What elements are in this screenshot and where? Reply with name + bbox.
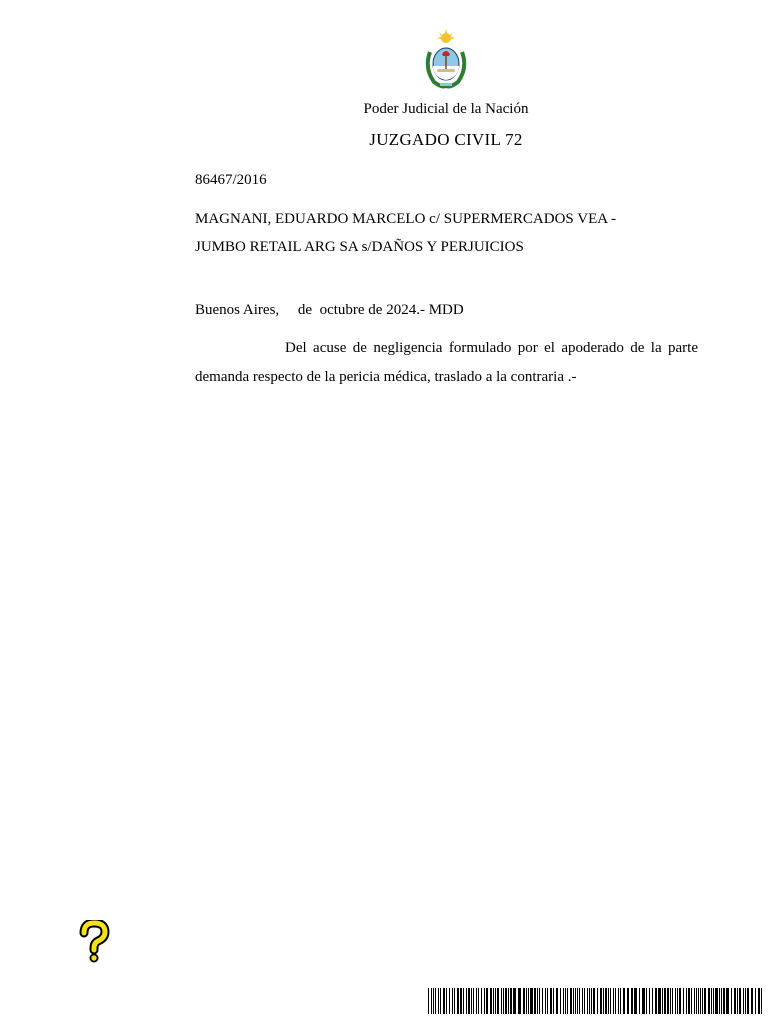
barcode-bar [662, 988, 663, 1014]
barcode-bar [570, 988, 572, 1014]
barcode-bar [547, 988, 548, 1014]
barcode-bar [745, 988, 746, 1014]
date-line: Buenos Aires, de octubre de 2024.- MDD [195, 302, 464, 318]
barcode-bar [493, 988, 494, 1014]
barcode-bar [708, 988, 710, 1014]
barcode-bar [713, 988, 714, 1014]
barcode-bar [723, 988, 725, 1014]
barcode-bar [513, 988, 516, 1014]
barcode-bar [620, 988, 621, 1014]
barcode-bar [481, 988, 482, 1014]
barcode-bar [605, 988, 607, 1014]
barcode-bar [721, 988, 722, 1014]
barcode-bar [664, 988, 666, 1014]
barcode-bar [565, 988, 566, 1014]
barcode-bar [761, 988, 762, 1014]
barcode-bar [443, 988, 445, 1014]
barcode-bar [463, 988, 464, 1014]
barcode-bar [658, 988, 661, 1014]
barcode-bar [518, 988, 521, 1014]
barcode-bar [579, 988, 580, 1014]
case-title-line-2: JUMBO RETAIL ARG SA s/DAÑOS Y PERJUICIOS [195, 239, 524, 255]
barcode-bar [734, 988, 736, 1014]
barcode-bar [537, 988, 538, 1014]
barcode-bar [591, 988, 592, 1014]
barcode-bar [688, 988, 690, 1014]
barcode-bar [556, 988, 558, 1014]
barcode-bar [573, 988, 574, 1014]
barcode-bar [686, 988, 687, 1014]
barcode-bar [649, 988, 650, 1014]
barcode-bar [553, 988, 554, 1014]
barcode-bar [634, 988, 637, 1014]
barcode-bar [497, 988, 499, 1014]
barcode-bar [711, 988, 712, 1014]
barcode-bar [510, 988, 512, 1014]
barcode-bar [737, 988, 738, 1014]
institution-name: Poder Judicial de la Nación [363, 101, 529, 117]
barcode-bar [719, 988, 720, 1014]
barcode-bar [438, 988, 439, 1014]
barcode-bar [646, 988, 647, 1014]
barcode-bar [696, 988, 697, 1014]
barcode-bar [582, 988, 583, 1014]
question-mark-icon [78, 920, 110, 964]
barcode-bar [526, 988, 527, 1014]
barcode-bar [700, 988, 701, 1014]
barcode-bar [615, 988, 616, 1014]
barcode-bar [655, 988, 657, 1014]
barcode-bar [473, 988, 474, 1014]
barcode-bar [618, 988, 619, 1014]
barcode-bar [501, 988, 502, 1014]
barcode-bar [428, 988, 429, 1014]
barcode-bar [567, 988, 568, 1014]
barcode-bar [457, 988, 459, 1014]
barcode-bar [435, 988, 436, 1014]
barcode-bar [454, 988, 455, 1014]
barcode-bar [478, 988, 479, 1014]
barcode-bar [726, 988, 729, 1014]
barcode-bar [486, 988, 488, 1014]
barcode-bar [627, 988, 629, 1014]
barcode-bar [715, 988, 718, 1014]
barcode-bar [597, 988, 598, 1014]
barcode-bar [466, 988, 467, 1014]
barcode-bar [694, 988, 695, 1014]
barcode-bar [623, 988, 625, 1014]
barcode-bar [460, 988, 462, 1014]
barcode-bar [758, 988, 760, 1014]
barcode-bar [600, 988, 602, 1014]
barcode-bar [589, 988, 590, 1014]
barcode-bar [670, 988, 671, 1014]
coat-of-arms-icon [420, 28, 472, 90]
barcode-bar [560, 988, 561, 1014]
barcode-bar [523, 988, 525, 1014]
barcode-bar [440, 988, 441, 1014]
barcode-bar [704, 988, 706, 1014]
barcode-bar [652, 988, 653, 1014]
barcode-bar [747, 988, 749, 1014]
barcode-bar [610, 988, 611, 1014]
barcode-bar [613, 988, 614, 1014]
barcode-bar [505, 988, 507, 1014]
resolution-body: Del acuse de negligencia formulado por el apoderado de la parte demanda respecto de la pericia médica, traslado a la contraria .- [195, 340, 698, 385]
barcode-bar [530, 988, 533, 1014]
barcode-bar [490, 988, 492, 1014]
barcode-bar [476, 988, 477, 1014]
court-name: JUZGADO CIVIL 72 [369, 130, 523, 149]
barcode-bar [587, 988, 588, 1014]
barcode-bar [679, 988, 681, 1014]
barcode-bar [534, 988, 536, 1014]
barcode-bar [449, 988, 450, 1014]
case-title-line-1: MAGNANI, EDUARDO MARCELO c/ SUPERMERCADOS VEA - [195, 211, 616, 227]
barcode-bar [503, 988, 504, 1014]
barcode-bar [683, 988, 684, 1014]
barcode-icon [428, 988, 764, 1014]
barcode-bar [667, 988, 669, 1014]
barcode-bar [542, 988, 543, 1014]
barcode-bar [755, 988, 756, 1014]
barcode-bar [639, 988, 640, 1014]
barcode-bar [677, 988, 678, 1014]
barcode-bar [577, 988, 578, 1014]
barcode-bar [698, 988, 699, 1014]
barcode-bar [508, 988, 509, 1014]
barcode-bar [691, 988, 692, 1014]
barcode-bar [431, 988, 432, 1014]
barcode-bar [731, 988, 732, 1014]
case-title [195, 205, 705, 261]
barcode-bar [468, 988, 470, 1014]
barcode-bar [608, 988, 609, 1014]
barcode-bar [584, 988, 585, 1014]
barcode-bar [702, 988, 703, 1014]
barcode-bar [545, 988, 546, 1014]
barcode-bar [433, 988, 434, 1014]
barcode-bar [452, 988, 453, 1014]
barcode-bar [593, 988, 595, 1014]
barcode-bar [495, 988, 496, 1014]
barcode-bar [751, 988, 753, 1014]
case-number: 86467/2016 [195, 172, 267, 188]
barcode-bar [575, 988, 576, 1014]
barcode-bar [550, 988, 552, 1014]
barcode-bar [446, 988, 447, 1014]
barcode-bar [528, 988, 529, 1014]
barcode-bar [642, 988, 645, 1014]
barcode-bar [739, 988, 741, 1014]
barcode-bar [484, 988, 485, 1014]
barcode-bar [563, 988, 564, 1014]
barcode-bar [675, 988, 676, 1014]
barcode-bar [631, 988, 633, 1014]
barcode-bar [672, 988, 673, 1014]
barcode-bar [471, 988, 472, 1014]
barcode-bar [743, 988, 744, 1014]
barcode-bar [539, 988, 540, 1014]
barcode-bar [603, 988, 604, 1014]
